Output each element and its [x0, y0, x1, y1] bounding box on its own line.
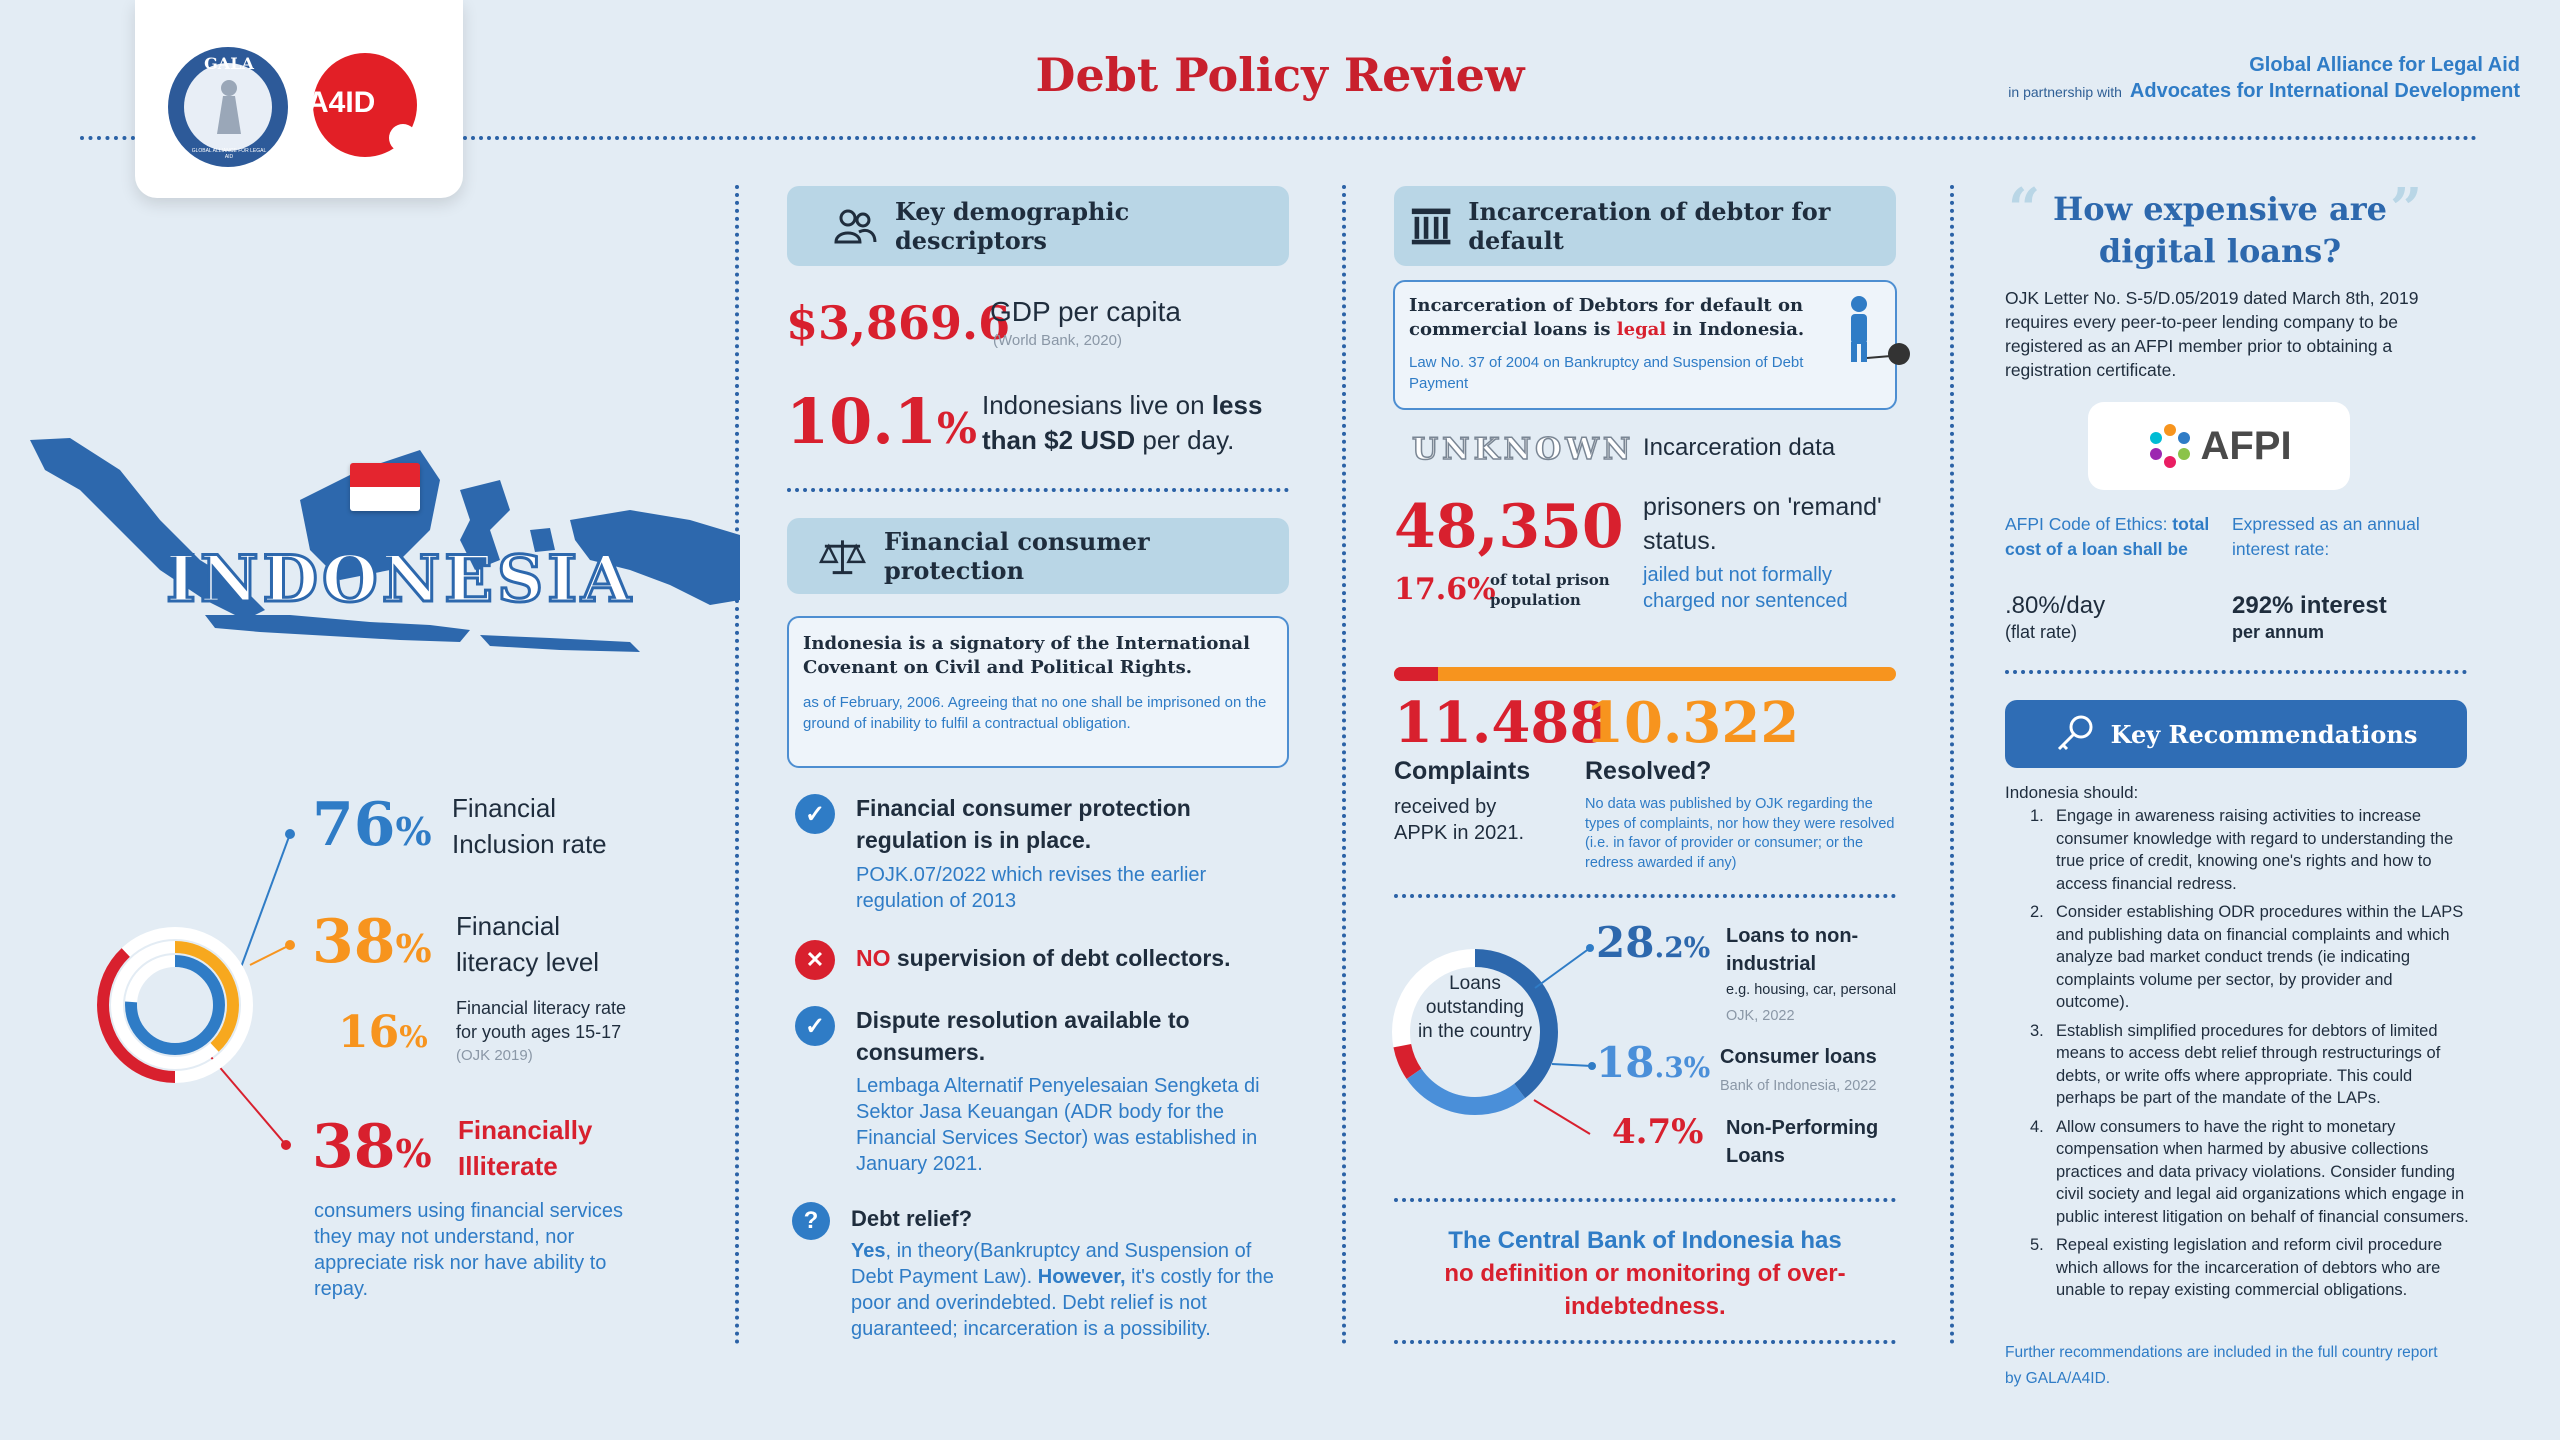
header-divider-right [463, 136, 2478, 140]
youth-number: 16 [338, 1007, 400, 1058]
recommendation-item [2030, 1020, 2470, 1110]
ethics-value: .80%/day [2005, 592, 2106, 619]
gdp-label: GDP per capita [990, 296, 1181, 327]
check-icon-regulation: ✓ [795, 794, 835, 834]
digital-divider [2005, 670, 2467, 674]
column-divider-2 [1342, 185, 1346, 1345]
prison-share-bar [1394, 667, 1896, 681]
dispute-note: Lembaga Alternatif Penyelesaian Sengketa di Sektor Jasa Keuangan (ADR body for the Financial Services Sector) was established in January 2021. [856, 1075, 1260, 1175]
inclusion-number: 76 [312, 790, 396, 860]
dispute-title: Dispute resolution available to consumers. [856, 1007, 1190, 1065]
central-bank-note [1394, 1224, 1896, 1323]
page-title: Debt Policy Review [1035, 48, 1525, 102]
header-divider-left [80, 136, 135, 140]
illiterate-connector-dot [281, 1140, 291, 1150]
indonesia-flag [350, 463, 420, 511]
unknown-label: UNKNOWN [1412, 432, 1635, 467]
ethics-note: (flat rate) [2005, 622, 2078, 642]
poverty-text-usd: than $2 USD [982, 425, 1136, 455]
recommendations-heading-text: Key Recommendations [2110, 719, 2418, 749]
ethics-label-text: AFPI Code of Ethics: [2005, 514, 2173, 534]
gala-logo-ring-text: GLOBAL ALLIANCE FOR LEGAL AID [191, 148, 267, 160]
regulation-note: POJK.07/2022 which revises the earlier regulation of 2013 [856, 864, 1207, 912]
demographics-heading-text: Key demographic descriptors [894, 197, 1130, 255]
resolved-note: No data was published by OJK regarding the types of complaints, nor how they were resolved (i.e. in favor of provider or consumer; or the redress awarded if any) [1585, 796, 1895, 871]
flag-red [350, 463, 420, 487]
consumer-connector [1552, 1064, 1592, 1066]
loan1-value [1596, 918, 1710, 967]
literacy-number: 38 [312, 907, 396, 977]
complaints-value: 11.488 [1394, 690, 1609, 756]
youth-pct: % [399, 1020, 428, 1055]
loans-center-label: Loans outstanding in the country [1417, 973, 1533, 1042]
relief-title: Debt relief? [851, 1206, 973, 1231]
prisoners-label: prisoners on 'remand' status. [1643, 493, 1882, 555]
resolved-value: 10.322 [1585, 690, 1800, 756]
literacy-value [312, 907, 432, 977]
digital-heading: How expensive are digital loans? [2053, 190, 2387, 270]
illiterate-label-line1: Financially [458, 1115, 593, 1145]
legal-box [1393, 280, 1897, 410]
inclusion-label [452, 790, 607, 862]
legal-title-legal: legal [1616, 319, 1667, 340]
youth-value [338, 1007, 428, 1058]
prisoners-note: jailed but not formally charged nor sentenced [1643, 564, 1848, 612]
check-icon-dispute: ✓ [795, 1006, 835, 1046]
recommendation-item [2030, 901, 2470, 1014]
loan1-source: OJK, 2022 [1726, 1008, 1795, 1024]
recommendation-text: Repeal existing legislation and reform civil procedure which allows for the incarceration of debtors who are unable to repay existing commercial obligations. [2056, 1236, 2443, 1299]
key-icon [2055, 714, 2095, 754]
illiterate-description: consumers using financial services they may not understand, nor appreciate risk nor have ability to repay. [314, 1200, 624, 1300]
literacy-pct: % [395, 926, 432, 971]
column-divider-1 [735, 185, 739, 1345]
recommendations-intro: Indonesia should: [2005, 783, 2139, 802]
recommendation-text: Allow consumers to have the right to monetary compensation when harmed by abusive collections practices and data privacy violations. Consider funding civil society and legal aid organizations which engage in public interest litigation on behalf of financial consumers. [2056, 1117, 2469, 1226]
loan2-value [1596, 1038, 1710, 1087]
relief-however: However, [1037, 1266, 1126, 1288]
illiterate-label [458, 1112, 592, 1184]
central-bank-text-1: The Central Bank of Indonesia has [1448, 1227, 1842, 1254]
loan1-label: Loans to non-industrial [1726, 925, 1859, 975]
country-name: INDONESIA [166, 542, 635, 617]
illiterate-number: 38 [312, 1112, 396, 1182]
recommendation-number: 2. [2030, 903, 2044, 921]
youth-source: (OJK 2019) [456, 1047, 533, 1064]
recommendation-item [2030, 805, 2470, 895]
complaints-divider [1394, 894, 1896, 898]
a4id-logo-text: A4ID [307, 86, 376, 119]
poverty-label [982, 388, 1322, 458]
youth-label-line1: Financial literacy rate [456, 998, 627, 1018]
prisoners-value: 48,350 [1394, 492, 1624, 562]
complaints-note: received by APPK in 2021. [1394, 796, 1525, 844]
inclusion-label-line1: Financial [452, 793, 557, 823]
legal-title-1: Incarceration of Debtors for default on commercial loans is [1409, 295, 1804, 340]
poverty-number: 10.1 [786, 385, 938, 458]
org-a4id: Advocates for International Development [2129, 80, 2520, 102]
recommendation-item [2030, 1116, 2470, 1229]
illiterate-label-line2: Illiterate [458, 1151, 558, 1181]
recommendation-number: 5. [2030, 1236, 2044, 1254]
central-bank-text-2: no definition or monitoring of over-indebtedness. [1444, 1260, 1846, 1320]
relief-text-1: , in theory(Bankruptcy and Suspension of Debt Payment Law). [851, 1240, 1252, 1288]
quote-close-icon: ” [2390, 176, 2423, 242]
collectors-no: NO [856, 945, 891, 971]
column-divider-3 [1950, 185, 1954, 1345]
incarceration-data-label: Incarceration data [1643, 434, 1836, 461]
ethics-label-bold: total cost of a loan shall be [2005, 514, 2210, 559]
inclusion-label-line2: Inclusion rate [452, 829, 607, 859]
protection-heading [787, 518, 1289, 594]
poverty-pct: % [937, 404, 977, 453]
relief-text-2: it's costly for the poor and overindebted. Debt relief is not guaranteed; incarceration is a possibility. [851, 1266, 1274, 1340]
loan1-decimal: .2% [1654, 931, 1711, 964]
demographics-divider [787, 488, 1289, 492]
recommendation-text: Consider establishing ODR procedures within the LAPS and publishing data on financial complaints and which analyze bad market conduct trends (ie indicating complaints volume per sector, by provider and outcome). [2056, 903, 2464, 1011]
recommendation-number: 3. [2030, 1021, 2044, 1040]
resolved-label: Resolved? [1585, 757, 1712, 785]
illiterate-pct: % [395, 1131, 432, 1176]
literacy-connector [250, 945, 290, 965]
prison-share-label: of total prison population [1490, 571, 1610, 609]
poverty-text-1: Indonesians live on [982, 390, 1212, 420]
illiterate-value [312, 1112, 432, 1182]
people-icon [833, 208, 877, 244]
legal-title-2: in Indonesia. [1666, 319, 1805, 340]
poverty-text-less: less [1211, 390, 1263, 420]
recommendation-item [2030, 1234, 2470, 1302]
afpi-logo [2088, 402, 2350, 490]
courthouse-icon [1410, 205, 1452, 247]
nonind-connector [1535, 948, 1590, 988]
partnership-label: in partnership with [2008, 84, 2122, 100]
recommendation-text: Engage in awareness raising activities to increase consumer knowledge with regard to understanding the true price of credit, knowing one's rights and how to access financial redress. [2056, 807, 2454, 893]
legal-title [1409, 294, 1809, 342]
loan3-value: 4.7% [1612, 1112, 1704, 1152]
consumer-connector-dot [1588, 1062, 1596, 1070]
prison-share-value: 17.6% [1394, 572, 1496, 607]
poverty-value [786, 385, 977, 458]
ojk-letter: OJK Letter No. S-5/D.05/2019 dated March 8th, 2019 requires every peer-to-peer lending company to be registered as an AFPI member prior to obtaining a registration certificate. [2005, 288, 2419, 380]
prison-share-fill [1394, 667, 1438, 681]
collectors-title: supervision of debt collectors. [890, 945, 1231, 971]
inclusion-connector-dot [285, 829, 295, 839]
recommendation-number: 4. [2030, 1117, 2044, 1136]
relief-yes: Yes [851, 1240, 886, 1262]
recommendation-text: Establish simplified procedures for debtors of limited means to access debt relief through restructurings of debts, or write offs where appropriate. This could perhaps be part of the mandate of the LAPs. [2056, 1021, 2441, 1107]
loan2-decimal: .3% [1654, 1051, 1711, 1084]
org-gala: Global Alliance for Legal Aid [2249, 54, 2520, 76]
annual-label: Expressed as an annual interest rate: [2232, 514, 2420, 559]
literacy-label-line2: literacy level [456, 947, 600, 977]
legal-note: Law No. 37 of 2004 on Bankruptcy and Suspension of Debt Payment [1409, 354, 1804, 392]
npl-connector [1534, 1100, 1590, 1134]
poverty-text-3: per day. [1135, 425, 1235, 455]
gdp-value: $3,869.6 [786, 296, 1011, 350]
prisoner-icon [1829, 294, 1915, 366]
covenant-title: Indonesia is a signatory of the International Covenant on Civil and Political Rights. [803, 633, 1250, 678]
loan2-label: Consumer loans [1720, 1046, 1877, 1068]
loan2-number: 18 [1596, 1038, 1655, 1087]
afpi-logo-text: AFPI [2200, 423, 2292, 468]
ethics-label [2005, 512, 2215, 562]
gdp-source: (World Bank, 2020) [993, 332, 1122, 349]
youth-label-line2: for youth ages 15-17 [456, 1022, 622, 1042]
complaints-label: Complaints [1394, 757, 1531, 785]
literacy-label-line1: Financial [456, 911, 561, 941]
gala-logo-text: GALA [204, 54, 254, 73]
recommendations-list [2030, 805, 2470, 1308]
incarceration-heading [1394, 186, 1896, 266]
incarceration-heading-text: Incarceration of debtor for default [1468, 197, 1831, 255]
loan3-label: Non-Performing Loans [1726, 1117, 1879, 1167]
question-icon-relief: ? [792, 1202, 830, 1240]
loans-divider [1394, 1198, 1896, 1202]
covenant-note: as of February, 2006. Agreeing that no one shall be imprisoned on the ground of inability to fulfil a contractual obligation. [803, 694, 1267, 732]
flag-white [350, 487, 420, 511]
inclusion-value [312, 790, 432, 860]
regulation-title: Financial consumer protection regulation is in place. [856, 795, 1191, 853]
loan2-source: Bank of Indonesia, 2022 [1720, 1078, 1877, 1094]
youth-label [456, 996, 626, 1068]
protection-heading-text: Financial consumer protection [883, 527, 1150, 585]
org-partnership [2008, 80, 2520, 103]
loan1-number: 28 [1596, 918, 1655, 967]
recommendation-number: 1. [2030, 807, 2044, 825]
afpi-logo-icon [2146, 422, 2194, 470]
annual-value: 292% interest [2232, 592, 2387, 619]
literacy-connector-dot [285, 940, 295, 950]
covenant-box [787, 616, 1289, 768]
recommendations-footer: Further recommendations are included in the full country report by GALA/A4ID. [2005, 1344, 2438, 1387]
quote-open-icon: “ [2008, 176, 2041, 242]
demographics-heading [787, 186, 1289, 266]
inclusion-pct: % [395, 809, 432, 854]
literacy-label [456, 908, 599, 980]
collectors-text [856, 945, 1230, 972]
cross-icon-collectors: ✕ [795, 940, 835, 980]
recommendations-heading [2005, 700, 2467, 768]
loan1-note: e.g. housing, car, personal [1726, 982, 1897, 998]
annual-note: per annum [2232, 622, 2325, 642]
nonind-connector-dot [1586, 944, 1594, 952]
central-bank-divider [1394, 1340, 1896, 1344]
relief-text [851, 1238, 1291, 1342]
scales-icon [819, 536, 866, 576]
logo-card [135, 0, 463, 198]
